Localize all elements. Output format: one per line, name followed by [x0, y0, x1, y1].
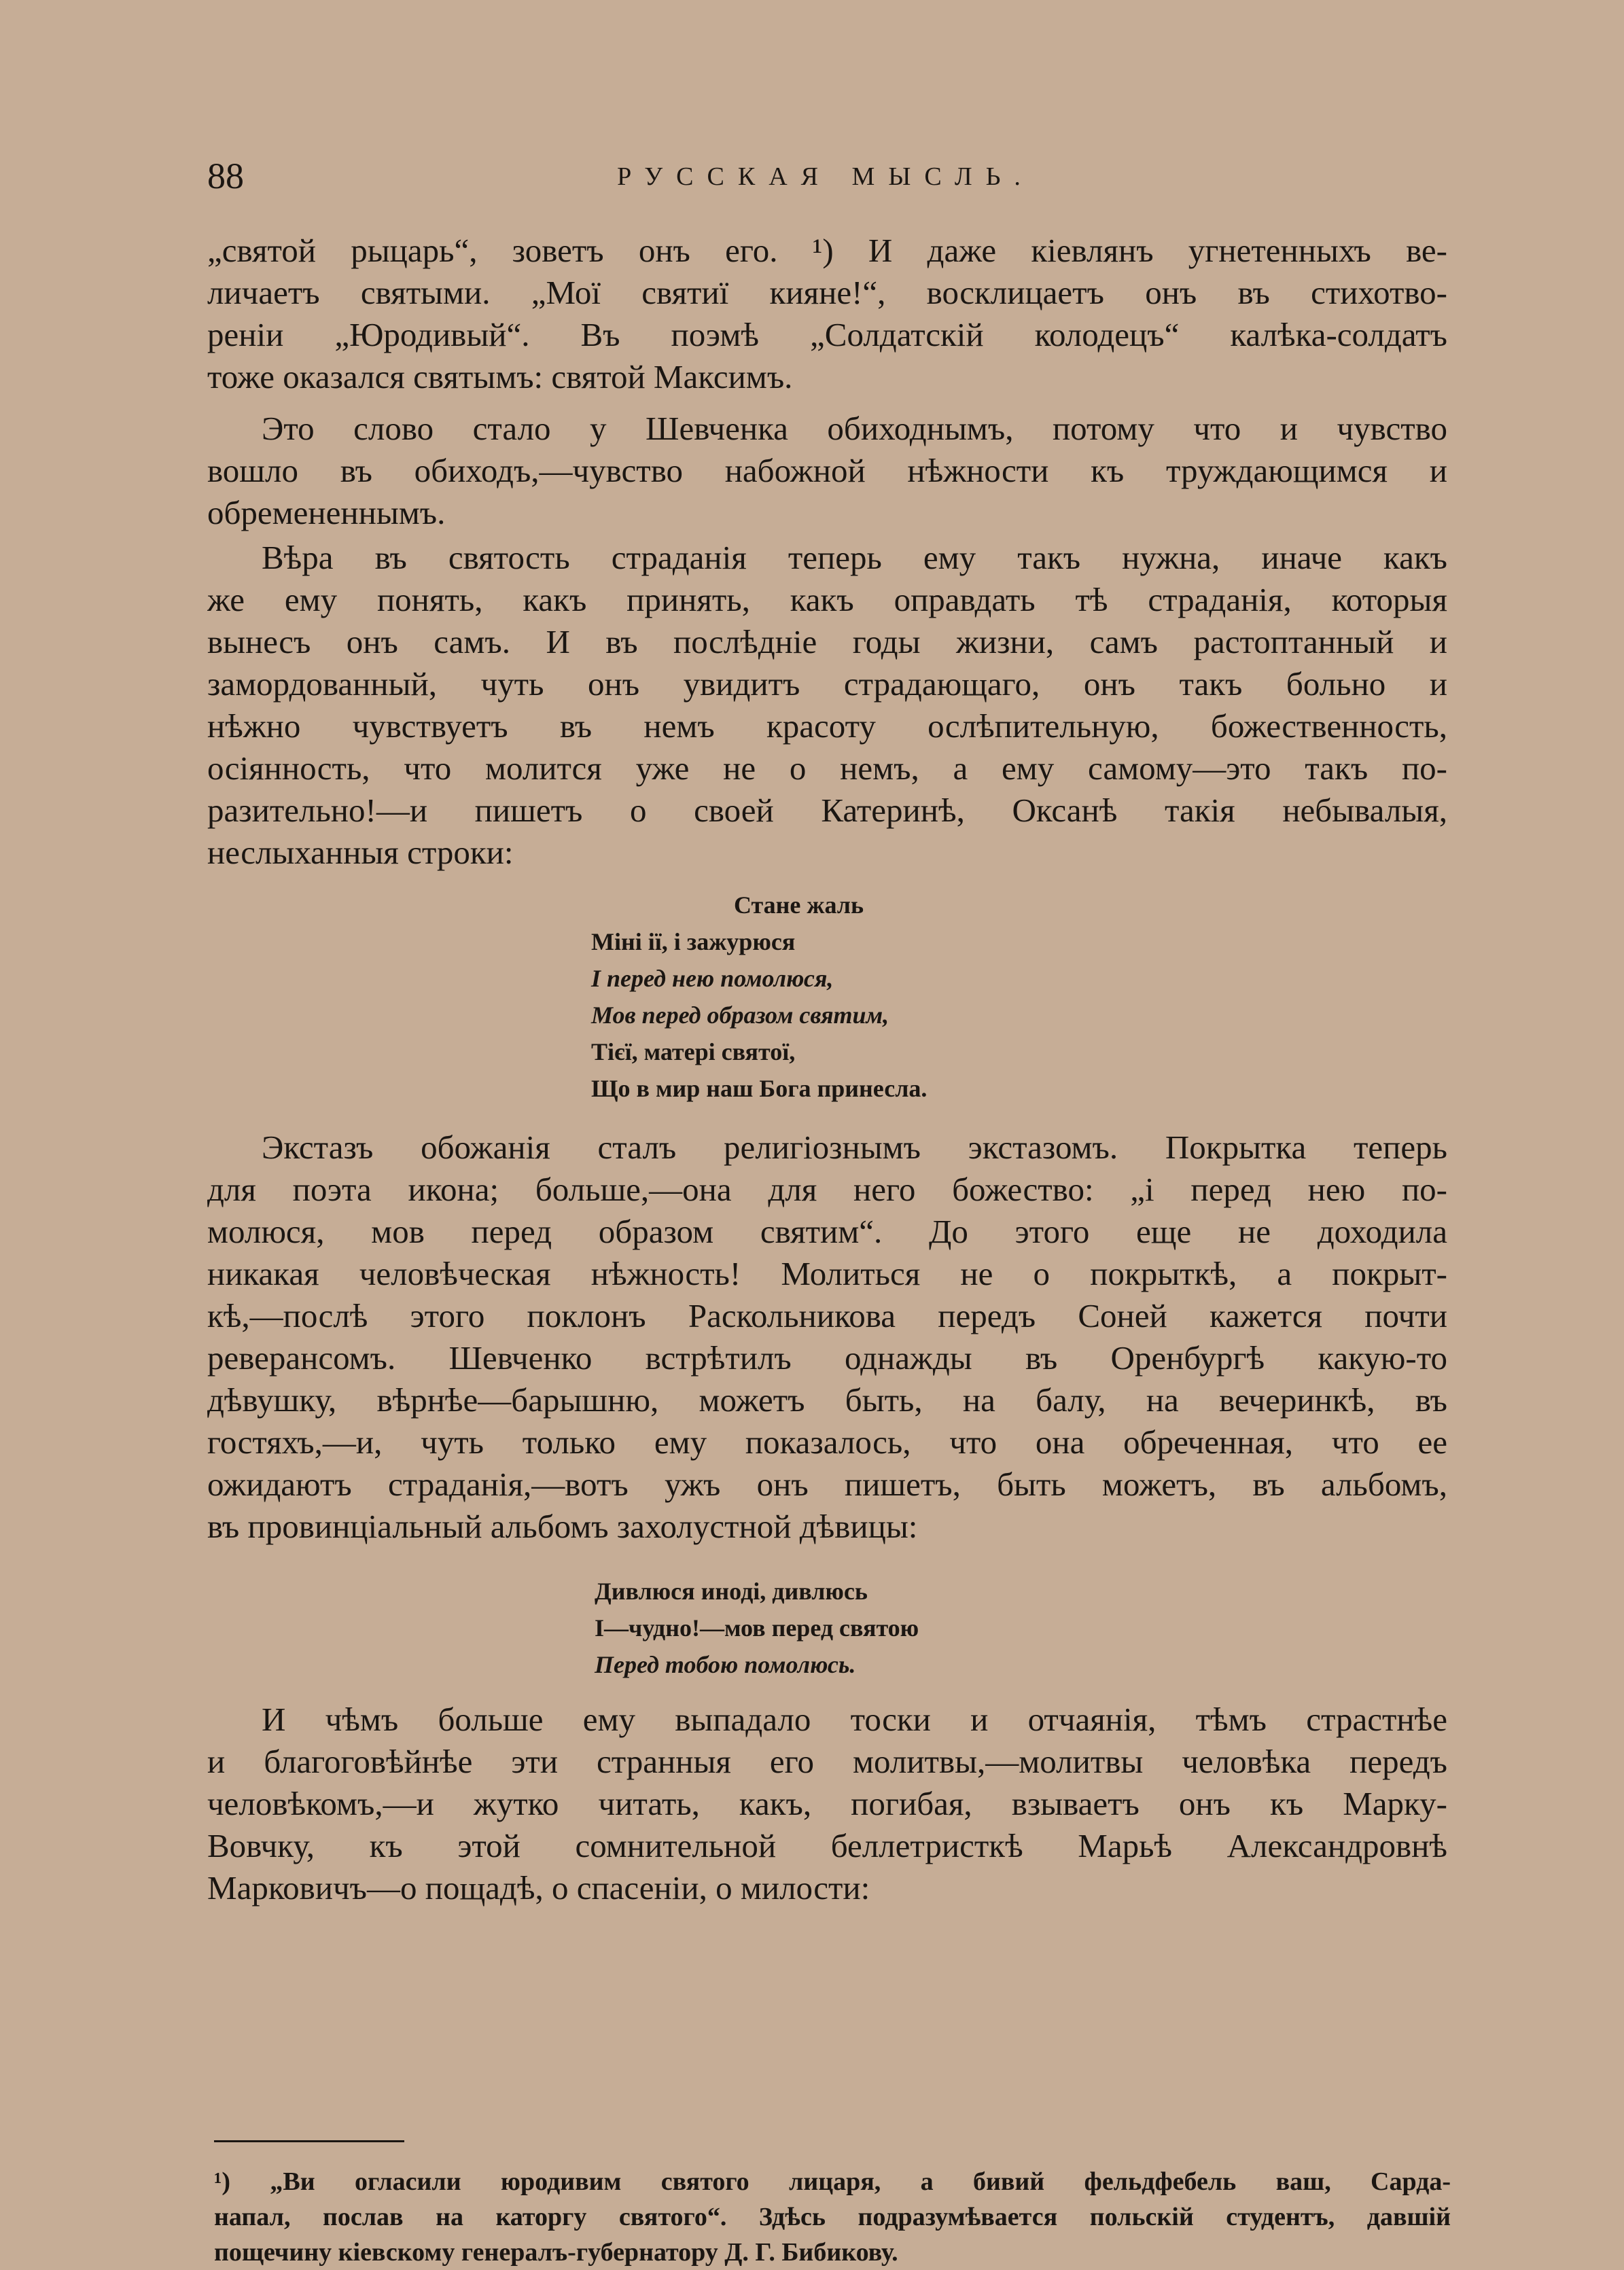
- running-title: РУССКАЯ МЫСЛЬ.: [617, 162, 1034, 191]
- text-line: обремененнымъ.: [207, 494, 446, 531]
- text-line: Экстазъ обожанія сталъ религіознымъ экстазомъ. Покрытка теперь: [262, 1129, 1447, 1166]
- paragraph-4: [207, 1127, 1447, 1548]
- verse-line: Перед тобою помолюсь.: [595, 1651, 856, 1678]
- text-line: Марковичъ—о пощадѣ, о спасеніи, о милости:: [207, 1869, 870, 1907]
- text-line: „святой рыцарь“, зоветъ онъ его. ¹) И даже кіевлянъ угнетенныхъ ве-: [207, 232, 1447, 269]
- text-line: ожидаютъ страданія,—вотъ ужъ онъ пишетъ, быть можетъ, въ альбомъ,: [207, 1466, 1447, 1503]
- paragraph-2: [207, 408, 1447, 534]
- text-line: разительно!—и пишетъ о своей Катеринѣ, Оксанѣ такія небывалыя,: [207, 792, 1447, 829]
- page-number: 88: [207, 156, 244, 196]
- verse-line: Стане жаль: [734, 891, 864, 919]
- verse-line: Тієї, матері святої,: [591, 1038, 796, 1065]
- text-line: реверансомъ. Шевченко встрѣтилъ однажды въ Оренбургѣ какую-то: [207, 1339, 1447, 1377]
- text-line: для поэта икона; больше,—она для него божество: „і перед нею по-: [207, 1171, 1447, 1208]
- text-line: дѣвушку, вѣрнѣе—барышню, можетъ быть, на балу, на вечеринкѣ, въ: [207, 1381, 1447, 1419]
- text-line: молюся, мов перед образом святим“. До этого еще не доходила: [207, 1213, 1447, 1250]
- verse-line: Мов перед образом святим,: [591, 1001, 889, 1029]
- paragraph-1: [207, 230, 1447, 398]
- verse-line: Дивлюся иноді, дивлюсь: [595, 1578, 868, 1605]
- verse-line: Міні ії, і зажурюся: [591, 928, 796, 955]
- text-line: неслыханныя строки:: [207, 834, 514, 871]
- verse-quote-2: [595, 1573, 1206, 1683]
- text-line: и благоговѣйнѣе эти странныя его молитвы,—молитвы человѣка передъ: [207, 1743, 1447, 1780]
- text-line: осіянность, что молится уже не о немъ, а ему самому—это такъ по-: [207, 749, 1447, 787]
- verse-line: І—чудно!—мов перед святою: [595, 1614, 919, 1642]
- text-line: вынесъ онъ самъ. И въ послѣдніе годы жизни, самъ растоптанный и: [207, 623, 1447, 660]
- text-line: личаетъ святыми. „Мої святиї кияне!“, восклицаетъ онъ въ стихотво-: [207, 274, 1447, 311]
- page-header: [204, 155, 1447, 202]
- text-line: Это слово стало у Шевченка обиходнымъ, потому что и чувство: [262, 410, 1447, 447]
- paragraph-5: [207, 1699, 1447, 1909]
- verse-line: Що в мир наш Бога принесла.: [591, 1075, 928, 1102]
- verse-quote-1: [591, 887, 1203, 1107]
- text-line: Вовчку, къ этой сомнительной беллетристкѣ Марьѣ Александровнѣ: [207, 1827, 1447, 1864]
- footnote-line: пощечину кіевскому генералъ-губернатору Д. Г. Бибикову.: [214, 2238, 898, 2267]
- text-line: въ провинціальный альбомъ захолустной дѣвицы:: [207, 1508, 918, 1545]
- paragraph-3: [207, 537, 1447, 874]
- text-line: вошло въ обиходъ,—чувство набожной нѣжности къ труждающимся и: [207, 452, 1447, 489]
- text-line: нѣжно чувствуетъ въ немъ красоту ослѣпительную, божественность,: [207, 707, 1447, 745]
- text-line: тоже оказался святымъ: святой Максимъ.: [207, 358, 793, 395]
- verse-line: І перед нею помолюся,: [591, 965, 834, 992]
- text-line: кѣ,—послѣ этого поклонъ Раскольникова передъ Соней кажется почти: [207, 1297, 1447, 1334]
- footnote-divider: [214, 2140, 404, 2142]
- text-line: человѣкомъ,—и жутко читать, какъ, погибая, взываетъ онъ къ Марку-: [207, 1785, 1447, 1822]
- footnote-line: ¹) „Ви огласили юродивим святого лицаря, а бивий фельдфебель ваш, Сарда-: [214, 2167, 1451, 2196]
- text-line: замордованный, чуть онъ увидитъ страдающаго, онъ такъ больно и: [207, 665, 1447, 703]
- text-line: реніи „Юродивый“. Въ поэмѣ „Солдатскій колодецъ“ калѣка-солдатъ: [207, 316, 1447, 353]
- text-line: же ему понять, какъ принять, какъ оправдать тѣ страданія, которыя: [207, 581, 1447, 618]
- footnote-line: напал, послав на каторгу святого“. Здѣсь подразумѣвается польскій студентъ, давшій: [214, 2203, 1451, 2231]
- text-line: Вѣра въ святость страданія теперь ему такъ нужна, иначе какъ: [262, 539, 1447, 576]
- text-line: И чѣмъ больше ему выпадало тоски и отчаянія, тѣмъ страстнѣе: [262, 1701, 1447, 1738]
- footnote: [214, 2164, 1451, 2270]
- text-line: никакая человѣческая нѣжность! Молиться не о покрыткѣ, а покрыт-: [207, 1255, 1447, 1292]
- text-line: гостяхъ,—и, чуть только ему показалось, что она обреченная, что ее: [207, 1423, 1447, 1461]
